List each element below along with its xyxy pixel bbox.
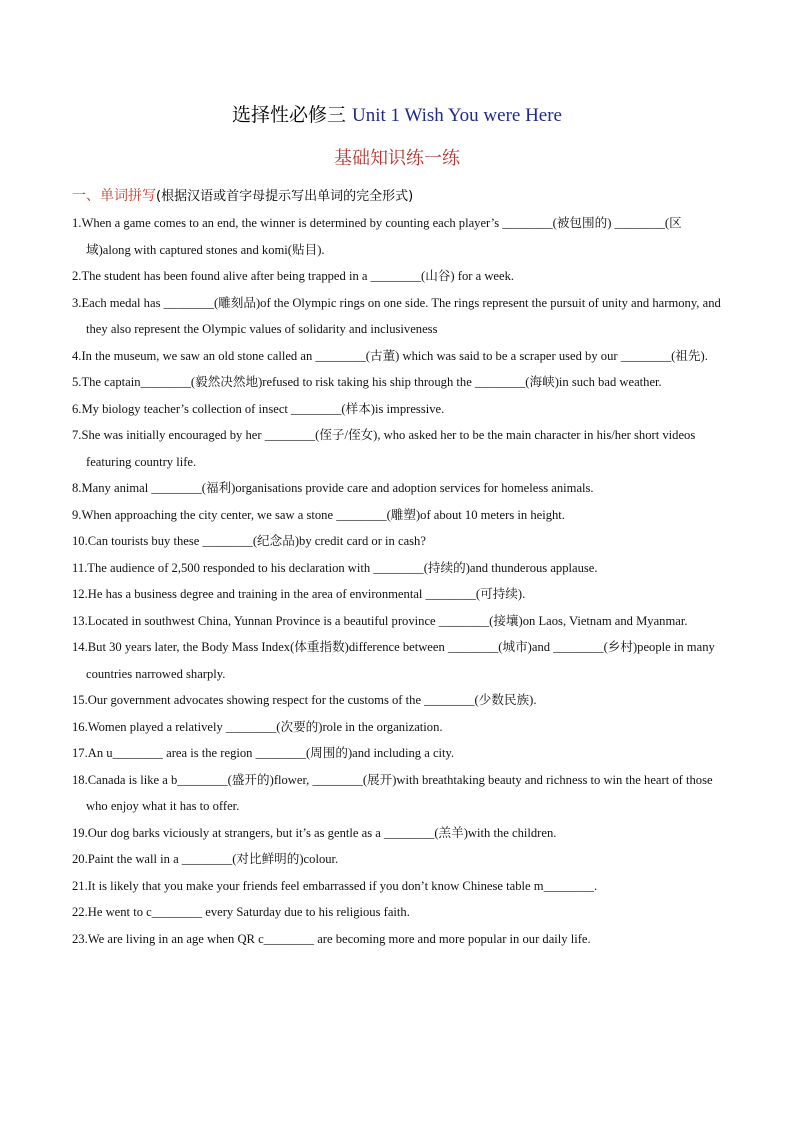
exercise-item: 4.In the museum, we saw an old stone called an ________(古董) which was said to be a scraper used by our ________(祖先). <box>72 348 708 363</box>
exercise-item: 1.When a game comes to an end, the winner is determined by counting each player’s ________(被包围的) ________(区域)along with captured stones and komi(贴目). <box>72 216 682 257</box>
exercise-item: 11.The audience of 2,500 responded to his declaration with ________(持续的)and thunderous applause. <box>72 560 598 575</box>
exercise-item: 18.Canada is like a b________(盛开的)flower, ________(展开)with breathtaking beauty and richness to win the heart of those who enjoy what it has to offer. <box>72 772 713 813</box>
exercise-item: 12.He has a business degree and training in the area of environmental ________(可持续). <box>72 587 526 601</box>
page-subtitle: 基础知识练一练 <box>334 148 460 169</box>
exercise-item: 9.When approaching the city center, we saw a stone ________(雕塑)of about 10 meters in height. <box>72 507 565 522</box>
exercise-item: 2.The student has been found alive after being trapped in a ________(山谷) for a week. <box>72 269 515 283</box>
title-english: Unit 1 Wish You were Here <box>352 105 562 126</box>
section-title: 一、单词拼写 <box>72 188 156 204</box>
title-chinese: 选择性必修三 <box>232 105 347 126</box>
section-instruction: (根据汉语或首字母提示写出单词的完全形式) <box>156 189 414 204</box>
exercise-item: 14.But 30 years later, the Body Mass Index(体重指数)difference between ________(城市)and ________(乡村)people in many countries narrowed sharply. <box>72 640 715 681</box>
exercise-item: 7.She was initially encouraged by her ________(侄子/侄女), who asked her to be the main character in his/her short videos featuring country life. <box>72 428 696 469</box>
page-title <box>0 103 794 129</box>
exercise-item: 19.Our dog barks viciously at strangers, but it’s as gentle as a ________(羔羊)with the children. <box>72 825 557 840</box>
exercise-item: 5.The captain________(毅然决然地)refused to risk taking his ship through the ________(海峡)in such bad weather. <box>72 375 662 389</box>
exercise-item: 20.Paint the wall in a ________(对比鲜明的)colour. <box>72 852 339 866</box>
exercise-item: 6.My biology teacher’s collection of insect ________(样本)is impressive. <box>72 401 445 416</box>
exercise-item: 23.We are living in an age when QR c________ are becoming more and more popular in our daily life. <box>72 931 591 946</box>
exercise-item: 22.He went to c________ every Saturday due to his religious faith. <box>72 905 410 919</box>
exercise-item: 8.Many animal ________(福利)organisations provide care and adoption services for homeless animals. <box>72 481 594 495</box>
section-heading <box>72 187 413 206</box>
exercise-item: 10.Can tourists buy these ________(纪念品)by credit card or in cash? <box>72 534 426 548</box>
exercise-item: 3.Each medal has ________(雕刻品)of the Olympic rings on one side. The rings represent the pursuit of unity and harmony, and they also represent the Olympic values of solidarity and inclusiveness <box>72 295 721 336</box>
exercise-item: 17.An u________ area is the region ________(周围的)and including a city. <box>72 746 455 760</box>
exercise-item: 16.Women played a relatively ________(次要的)role in the organization. <box>72 719 443 734</box>
exercise-list <box>72 210 722 952</box>
exercise-item: 21.It is likely that you make your friends feel embarrassed if you don’t know Chinese table m________. <box>72 878 598 893</box>
exercise-item: 15.Our government advocates showing respect for the customs of the ________(少数民族). <box>72 693 537 707</box>
exercise-item: 13.Located in southwest China, Yunnan Province is a beautiful province ________(接壤)on Laos, Vietnam and Myanmar. <box>72 613 688 628</box>
